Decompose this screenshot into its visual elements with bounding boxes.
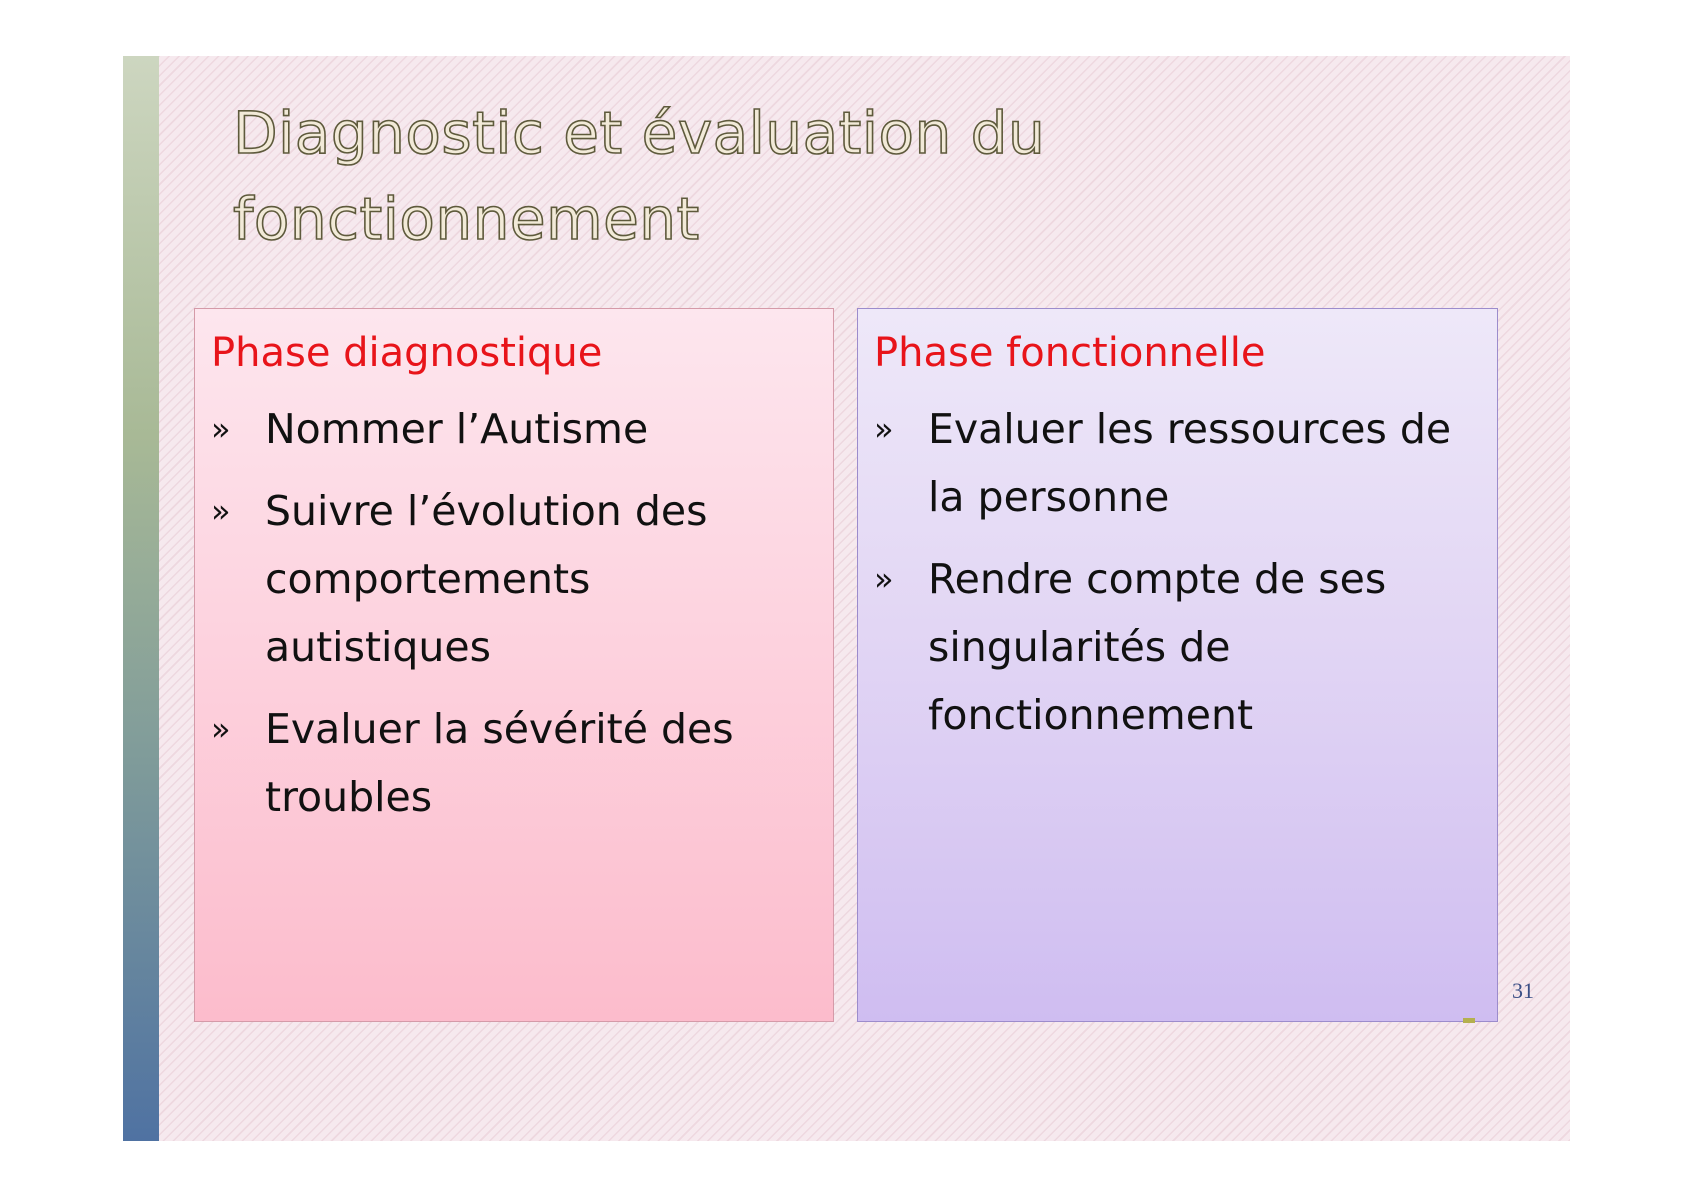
bullet-chevron-icon: » xyxy=(874,560,894,598)
side-gradient-bar xyxy=(123,56,159,1141)
bullet-chevron-icon: » xyxy=(211,492,231,530)
list-item xyxy=(874,395,1483,531)
slide-title-line-1: Diagnostic et évaluation du xyxy=(233,99,1046,167)
panel-diagnostic-phase xyxy=(194,308,834,1022)
list-item-text: Evaluer la sévérité des troubles xyxy=(265,705,734,821)
panel-functional-phase xyxy=(857,308,1498,1022)
slide-title xyxy=(233,90,1233,262)
page-number: 31 xyxy=(1512,978,1534,1003)
slide-title-line-2: fonctionnement xyxy=(233,185,700,253)
list-item-text: Suivre l’évolution des comportements autistiques xyxy=(265,487,708,671)
corner-accent-mark xyxy=(1463,1018,1475,1023)
list-item-text: Rendre compte de ses singularités de fonctionnement xyxy=(928,555,1387,739)
list-item xyxy=(211,395,819,463)
list-item xyxy=(874,545,1483,749)
panel-heading: Phase diagnostique xyxy=(211,330,603,376)
bullet-chevron-icon: » xyxy=(874,410,894,448)
bullet-chevron-icon: » xyxy=(211,410,231,448)
list-item xyxy=(211,695,819,831)
list-item xyxy=(211,477,819,681)
bullet-chevron-icon: » xyxy=(211,710,231,748)
list-item-text: Nommer l’Autisme xyxy=(265,405,649,453)
slide xyxy=(123,56,1570,1141)
bullet-list xyxy=(211,395,819,831)
list-item-text: Evaluer les ressources de la personne xyxy=(928,405,1452,521)
bullet-list xyxy=(874,395,1483,749)
panel-heading: Phase fonctionnelle xyxy=(874,330,1266,376)
